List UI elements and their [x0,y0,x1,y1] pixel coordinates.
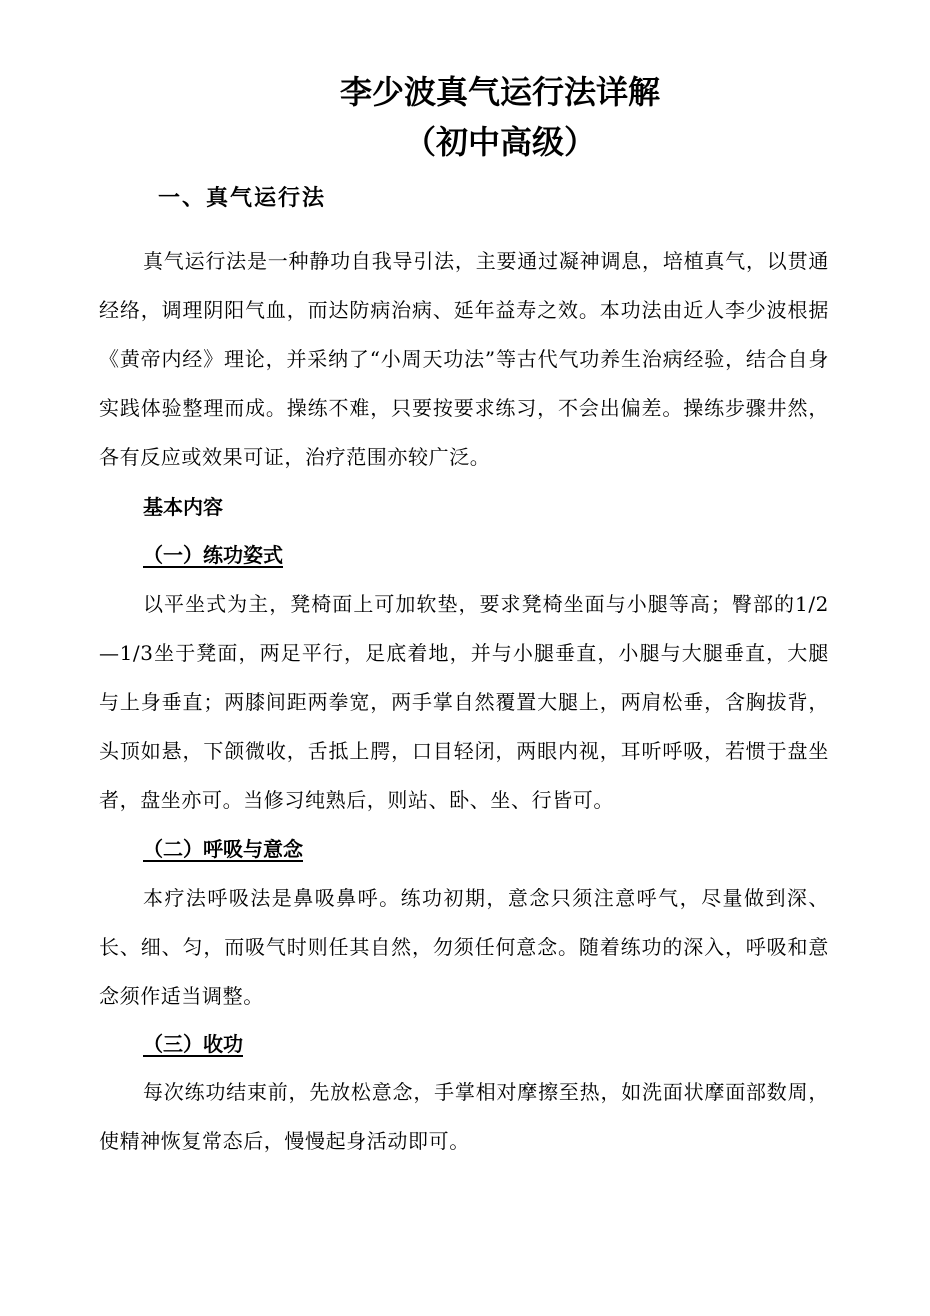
intro-paragraph: 真气运行法是一种静功自我导引法，主要通过凝神调息，培植真气，以贯通经络，调理阴阳气血，而达防病治病、延年益寿之效。本功法由近人李少波根据《黄帝内经》理论，并采纳了“小周天功法”等古代气功养生治病经验，结合自身实践体验整理而成。操练不难，只要按要求练习，不会出偏差。操练步骤井然，各有反应或效果可证，治疗范围亦较广泛。 [99,249,829,469]
subsection-heading-posture: （一）练功姿式 [143,543,283,567]
document-subtitle: （初中高级） [403,123,596,161]
subsection-heading-closing: （三）收功 [143,1032,243,1056]
document-title: 李少波真气运行法详解 [339,73,660,111]
section-heading-qi-method: 一、真气运行法 [158,186,327,211]
basic-content-heading: 基本内容 [143,495,223,519]
subsection-heading-breathing: （二）呼吸与意念 [143,837,303,861]
breathing-paragraph: 本疗法呼吸法是鼻吸鼻呼。练功初期，意念只须注意呼气，尽量做到深、长、细、匀，而吸气时则任其自然，勿须任何意念。随着练功的深入，呼吸和意念须作适当调整。 [99,886,829,1008]
closing-paragraph: 每次练功结束前，先放松意念，手掌相对摩擦至热，如洗面状摩面部数周，使精神恢复常态后，慢慢起身活动即可。 [99,1080,829,1153]
posture-paragraph: 以平坐式为主，凳椅面上可加软垫，要求凳椅坐面与小腿等高；臀部的1/2—1/3坐于凳面，两足平行，足底着地，并与小腿垂直，小腿与大腿垂直，大腿与上身垂直；两膝间距两拳宽，两手掌自然覆置大腿上，两肩松垂，含胸拔背，头顶如悬，下颌微收，舌抵上腭，口目轻闭，两眼内视，耳听呼吸，若惯于盘坐者，盘坐亦可。当修习纯熟后，则站、卧、坐、行皆可。 [99,592,829,812]
